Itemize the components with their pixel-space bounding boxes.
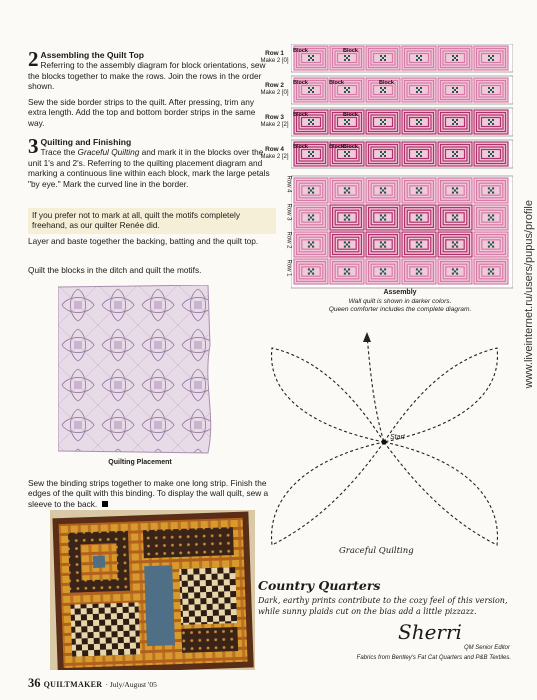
block-label: Block	[343, 112, 358, 118]
row-label-4: Row 4 Make 2 [2]	[260, 146, 289, 160]
step-3-body-em: Graceful Quilting	[77, 147, 140, 158]
block-label: Block	[343, 48, 358, 54]
fabrics-credit: Fabrics from Bentley's Fat Cat Quarters and P&B Textiles.	[356, 655, 511, 661]
start-label: Start	[390, 434, 405, 441]
row-label-2: Row 2 Make 2 [0]	[260, 82, 289, 96]
block-label: Block	[293, 80, 308, 86]
block-label: Block	[379, 80, 394, 86]
watermark-url: www.liveinternet.ru/users/pupus/profile	[523, 200, 535, 389]
block-label: Block	[293, 112, 308, 118]
block-label: Block	[329, 144, 344, 150]
step-3-body-pre: Trace the	[40, 147, 78, 158]
graceful-quilting-motif	[262, 330, 507, 570]
step-2-body: Referring to the assembly diagram for block orientations, sew the blocks together to make the rows. Join the rows in the order shown.	[28, 60, 266, 92]
editor-role: QM Senior Editor	[463, 645, 510, 651]
country-text: Dark, earthy prints contribute to the cozy feel of this version, while sunny plaids cut on the bias add a little pizzazz.	[258, 596, 508, 616]
binding-paragraph	[28, 478, 270, 509]
motif-name: Graceful Quilting	[339, 546, 414, 556]
binding-text: Sew the binding strips together to make one long strip. Finish the edges of the quilt with this binding. To display the wall quilt, sew a sleeve to the back.	[28, 478, 269, 509]
assembly-blocks	[291, 44, 513, 292]
country-title: Country Quarters	[258, 578, 381, 593]
block-label: Block	[329, 80, 344, 86]
assembly-note-2: Queen comforter includes the complete diagram.	[328, 306, 472, 313]
step-2	[28, 47, 270, 92]
issue-date: · July/August '05	[105, 680, 157, 689]
page-number: 36	[28, 676, 41, 690]
step-3	[28, 134, 270, 189]
assembly-note-1: Wall quilt is shown in darker colors.	[348, 298, 452, 305]
rotated-row-label-1: Row 1	[285, 259, 292, 277]
step-3-number: 3	[28, 134, 39, 158]
ditch-paragraph: Quilt the blocks in the ditch and quilt the motifs.	[28, 265, 202, 275]
row-label-3: Row 3 Make 2 [2]	[260, 114, 289, 128]
rotated-row-label-3: Row 3	[285, 203, 292, 221]
country-quarters-photo	[50, 510, 255, 670]
quilting-placement-diagram	[58, 285, 213, 455]
block-label: Block	[343, 144, 358, 150]
step-2-heading: Assembling the Quilt Top	[40, 50, 144, 60]
assembly-notes	[300, 298, 500, 314]
step-3-body-post: and mark it in the blocks over the unit 1's and 2's. Referring to the quilting placement diagram and marking a continuous line within each block, mark the large petals "by eye." Mark the curved line in the border.	[28, 147, 270, 189]
layer-paragraph: Layer and baste together the backing, batting and the quilt top.	[28, 236, 259, 246]
step-3-heading: Quilting and Finishing	[40, 137, 132, 147]
page-folio	[28, 676, 157, 691]
block-label: Block	[293, 144, 308, 150]
rotated-row-label-2: Row 2	[285, 231, 292, 249]
assembly-title: Assembly	[383, 289, 417, 296]
border-paragraph: Sew the side border strips to the quilt. After pressing, trim any extra length. Add the top and bottom border strips in the same way.	[28, 97, 256, 128]
block-label: Block	[293, 48, 308, 54]
row-label-1: Row 1 Make 2 [0]	[260, 50, 289, 64]
step-2-number: 2	[28, 47, 39, 71]
placement-caption: Quilting Placement	[108, 459, 172, 466]
tip-box: If you prefer not to mark at all, quilt the motifs completely freehand, as our quilter Renée did.	[28, 208, 276, 234]
editor-signature: Sherri	[398, 620, 462, 644]
rotated-row-label-4: Row 4	[285, 175, 292, 193]
magazine-name: QUILTMAKER	[43, 680, 103, 689]
end-mark-icon	[102, 501, 108, 507]
